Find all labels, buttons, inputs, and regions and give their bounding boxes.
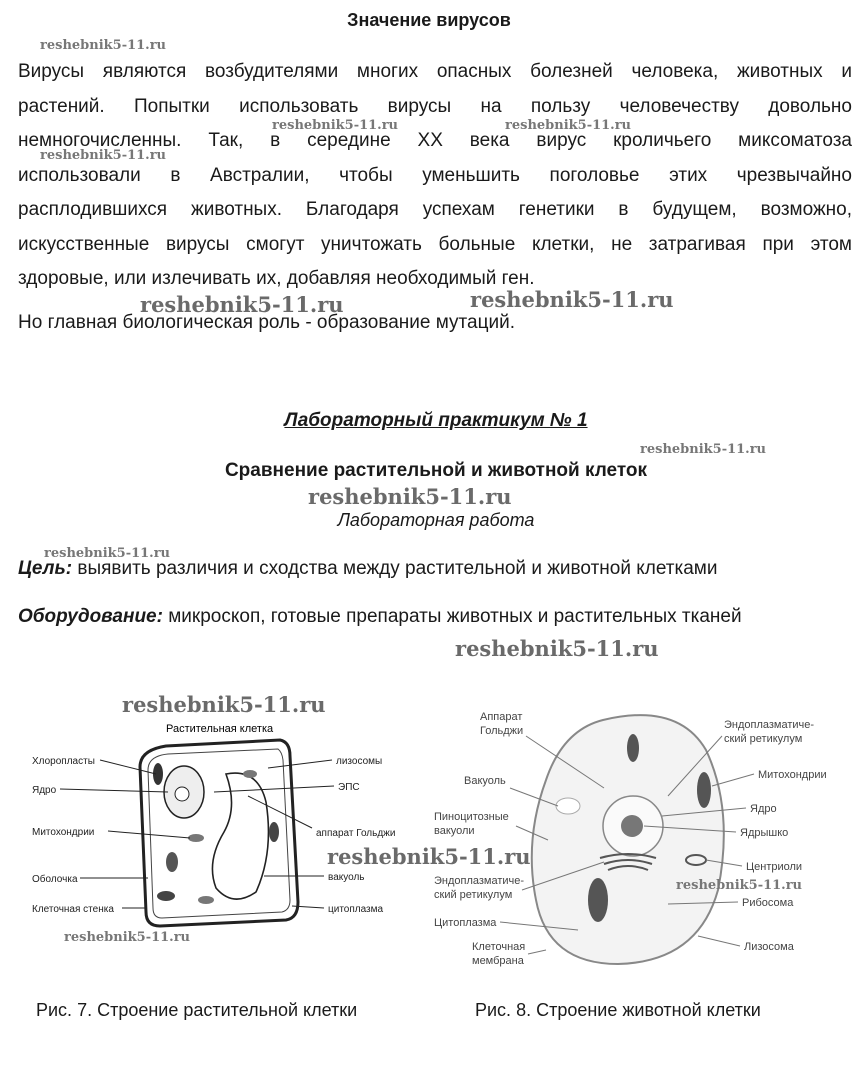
mitochondrion-shape: [243, 770, 257, 778]
watermark: reshebnik5-11.ru: [455, 636, 659, 661]
goal-text: выявить различия и сходства между растительной и животной клетками: [72, 558, 718, 579]
watermark: reshebnik5-11.ru: [272, 118, 399, 133]
virus-paragraph: [18, 55, 852, 297]
paragraph-line: Вирусы являются возбудителями многих опасных болезней человека, животных и: [18, 61, 852, 82]
watermark: reshebnik5-11.ru: [122, 692, 326, 717]
lab-title: Лабораторный практикум № 1: [284, 410, 588, 431]
animal-label: Ядро: [750, 803, 777, 815]
leader-line: [268, 760, 332, 768]
paragraph-line: использовали в Австралии, чтобы уменьшить поголовье этих чрезвычайно: [18, 164, 852, 186]
animal-label: Вакуоль: [464, 775, 506, 787]
main-role-sentence: Но главная биологическая роль - образование мутаций.: [18, 312, 515, 333]
equipment-line: [18, 606, 742, 628]
animal-label: Эндоплазматиче-: [724, 719, 815, 731]
watermark: reshebnik5-11.ru: [308, 484, 512, 509]
animal-mitochondrion: [697, 772, 711, 808]
watermark: reshebnik5-11.ru: [327, 844, 531, 869]
plant-label: аппарат Гольджи: [316, 828, 396, 839]
animal-label: Гольджи: [480, 725, 524, 737]
animal-label: Цитоплазма: [434, 917, 497, 929]
watermark: reshebnik5-11.ru: [505, 118, 632, 133]
animal-label: ский ретикулум: [724, 733, 803, 745]
watermark: reshebnik5-11.ru: [470, 287, 674, 312]
plant-label: лизосомы: [336, 756, 383, 767]
leader-line: [108, 831, 190, 838]
watermark: reshebnik5-11.ru: [40, 38, 167, 53]
chloroplast-shape: [157, 891, 175, 901]
plant-cell-figure: [28, 712, 428, 962]
animal-label: Рибосома: [742, 897, 794, 909]
animal-label: Ядрышко: [740, 827, 789, 839]
watermark: reshebnik5-11.ru: [640, 442, 767, 457]
plant-label: ЭПС: [338, 782, 360, 793]
animal-label: Эндоплазматиче-: [434, 875, 525, 887]
paragraph-line: немногочисленны. Так, в середине XX века вирус кроличьего миксоматоза: [18, 130, 852, 151]
animal-nucleolus: [621, 815, 643, 837]
animal-label: Клеточная: [472, 941, 526, 953]
animal-label: Аппарат: [480, 711, 523, 723]
animal-mitochondrion: [588, 878, 608, 922]
plant-label: цитоплазма: [328, 904, 384, 915]
plant-figure-heading: Растительная клетка: [166, 723, 274, 735]
leader-line: [712, 774, 754, 786]
watermark: reshebnik5-11.ru: [40, 148, 167, 163]
plant-label: вакуоль: [328, 872, 365, 883]
animal-label: ский ретикулум: [434, 889, 513, 901]
animal-caption: Рис. 8. Строение животной клетки: [475, 1000, 761, 1020]
goal-label: Цель:: [18, 558, 73, 579]
animal-vacuole: [556, 798, 580, 814]
leader-line: [528, 950, 546, 954]
watermark: reshebnik5-11.ru: [64, 930, 191, 945]
plant-label: Клеточная стенка: [32, 904, 114, 915]
plant-label: Хлоропласты: [32, 756, 95, 767]
animal-label: вакуоли: [434, 825, 475, 837]
equipment-text: микроскоп, готовые препараты животных и растительных тканей: [162, 606, 742, 627]
plant-nucleolus: [175, 787, 189, 801]
plant-caption: Рис. 7. Строение растительной клетки: [36, 1000, 358, 1020]
watermark: reshebnik5-11.ru: [140, 292, 344, 317]
animal-label: Центриоли: [746, 861, 803, 873]
plant-label: Оболочка: [32, 874, 78, 885]
watermark: reshebnik5-11.ru: [676, 878, 803, 893]
animal-mitochondrion: [627, 734, 639, 762]
paragraph-line: здоровые, или излечивать их, добавляя необходимый ген.: [18, 268, 535, 289]
mitochondrion-shape: [188, 834, 204, 842]
lab-work-label: Лабораторная работа: [337, 510, 535, 530]
paragraph-line: растений. Попытки использовать вирусы на пользу человечеству довольно: [18, 95, 852, 117]
paragraph-line: искусственные вирусы смогут уничтожать больные клетки, не затрагивая при этом: [18, 233, 852, 255]
chloroplast-shape: [166, 852, 178, 872]
section-title: Значение вирусов: [347, 10, 511, 30]
watermark: reshebnik5-11.ru: [44, 546, 171, 561]
plant-label: Ядро: [32, 785, 57, 796]
equipment-label: Оборудование:: [18, 606, 163, 627]
plant-label: Митохондрии: [32, 827, 95, 838]
animal-cell-figure: [428, 700, 838, 980]
animal-label: Лизосома: [744, 941, 794, 953]
mitochondrion-shape: [198, 896, 214, 904]
animal-label: мембрана: [472, 955, 524, 967]
chloroplast-shape: [269, 822, 279, 842]
paragraph-line: расплодившихся животных. Благодаря успехам генетики в будущем, возможно,: [18, 199, 852, 220]
animal-label: Митохондрии: [758, 769, 827, 781]
goal-line: [18, 558, 717, 580]
lab-subtitle: Сравнение растительной и животной клеток: [224, 460, 648, 481]
leader-line: [698, 936, 740, 946]
animal-label: Пиноцитозные: [434, 811, 509, 823]
leader-line: [60, 789, 168, 792]
leader-line: [100, 760, 156, 774]
